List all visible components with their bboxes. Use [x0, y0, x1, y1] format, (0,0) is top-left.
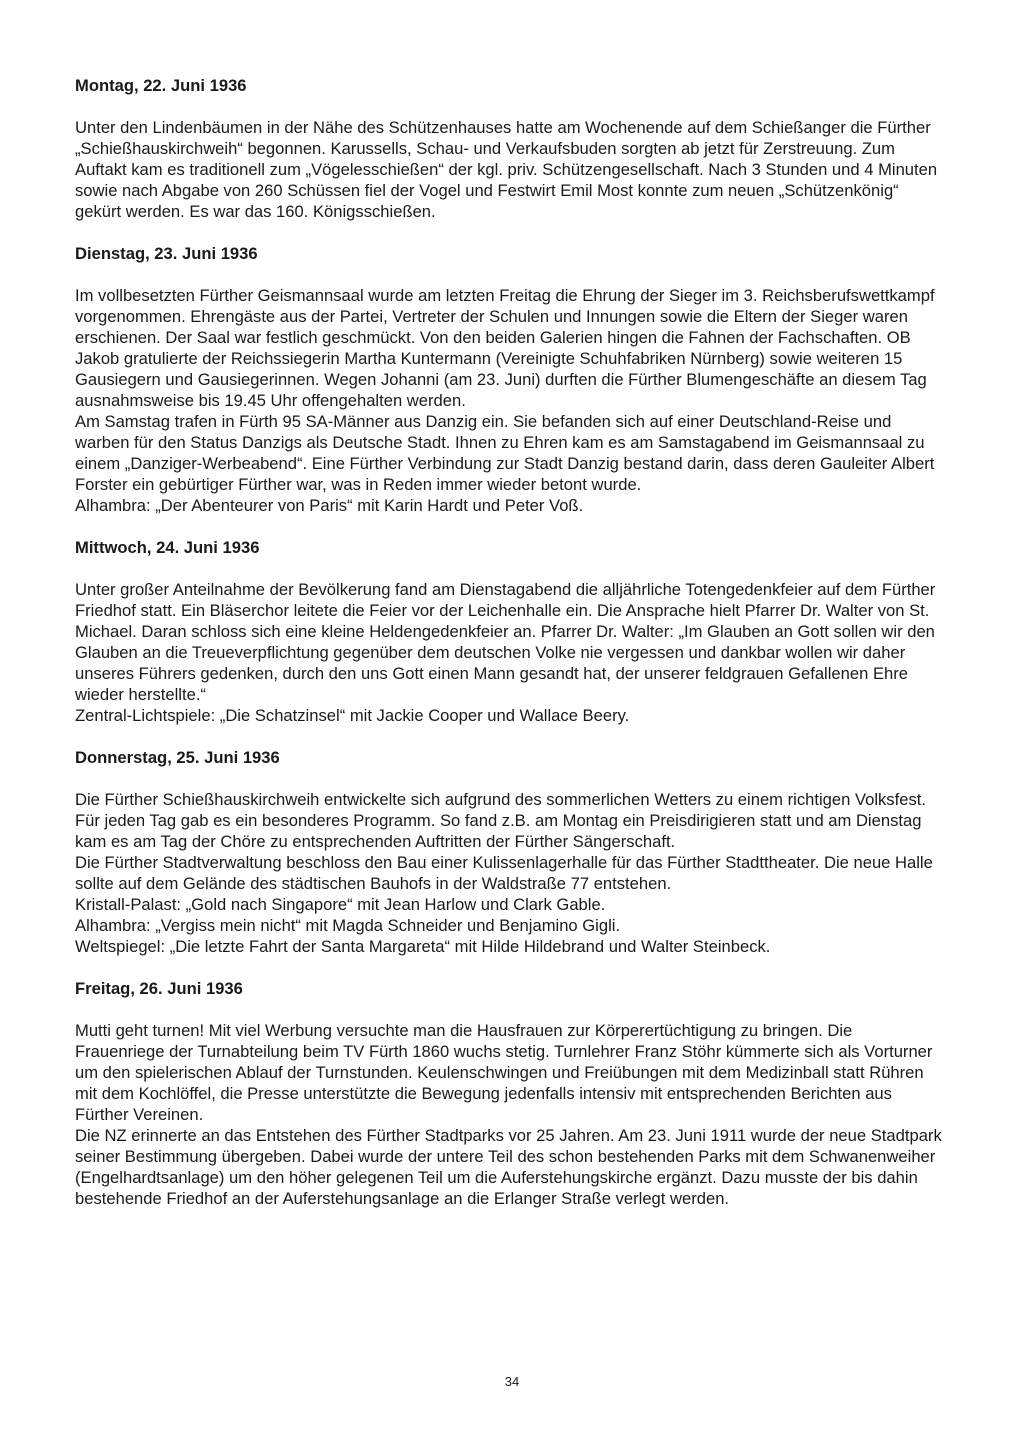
section-heading: Freitag, 26. Juni 1936	[75, 979, 243, 998]
section-freitag-26-juni-1936	[75, 978, 946, 1209]
paragraph: Zentral-Lichtspiele: „Die Schatzinsel“ mit Jackie Cooper und Wallace Beery.	[75, 706, 630, 725]
paragraph: Unter den Lindenbäumen in der Nähe des Schützenhauses hatte am Wochenende auf dem Schießanger die Fürther „Schießhauskirchweih“ begonnen. Karussells, Schau- und Verkaufsbuden sorgten ab jetzt für Zerstreuung. Zum Auftakt kam es traditionell zum „Vögelesschießen“ der kgl. priv. Schützengesellschaft. Nach 3 Stunden und 4 Minuten sowie nach Abgabe von 260 Schüssen fiel der Vogel und Festwirt Emil Most konnte zum neuen „Schützenkönig“ gekürt werden. Es war das 160. Königsschießen.	[75, 118, 938, 221]
paragraph: Alhambra: „Der Abenteurer von Paris“ mit Karin Hardt und Peter Voß.	[75, 496, 584, 515]
paragraph: Mutti geht turnen! Mit viel Werbung versuchte man die Hausfrauen zur Körperertüchtigung zu bringen. Die Frauenriege der Turnabteilung beim TV Fürth 1860 wuchs stetig. Turnlehrer Franz Stöhr kümmerte sich als Vorturner um den spielerischen Ablauf der Turnstunden. Keulenschwingen und Freiübungen mit dem Medizinball statt Rühren mit dem Kochlöffel, die Presse unterstützte die Bewegung jedenfalls intensiv mit entsprechenden Berichten aus Fürther Vereinen.	[75, 1021, 933, 1124]
paragraph: Weltspiegel: „Die letzte Fahrt der Santa Margareta“ mit Hilde Hildebrand und Walter Steinbeck.	[75, 937, 771, 956]
section-heading: Donnerstag, 25. Juni 1936	[75, 748, 280, 767]
section-heading: Montag, 22. Juni 1936	[75, 76, 247, 95]
paragraph: Die Fürther Schießhauskirchweih entwickelte sich aufgrund des sommerlichen Wetters zu einem richtigen Volksfest. Für jeden Tag gab es ein besonderes Programm. So fand z.B. am Montag ein Preisdirigieren statt und am Dienstag kam es am Tag der Chöre zu entsprechenden Auftritten der Fürther Sängerschaft.	[75, 790, 926, 851]
section-mittwoch-24-juni-1936	[75, 537, 946, 726]
section-dienstag-23-juni-1936	[75, 243, 946, 516]
section-heading: Dienstag, 23. Juni 1936	[75, 244, 258, 263]
paragraph: Die Fürther Stadtverwaltung beschloss den Bau einer Kulissenlagerhalle für das Fürther Stadttheater. Die neue Halle sollte auf dem Gelände des städtischen Bauhofs in der Waldstraße 77 entstehen.	[75, 853, 933, 893]
paragraph: Im vollbesetzten Fürther Geismannsaal wurde am letzten Freitag die Ehrung der Sieger im 3. Reichsberufswettkampf vorgenommen. Ehrengäste aus der Partei, Vertreter der Schulen und Innungen sowie die Eltern der Sieger waren erschienen. Der Saal war festlich geschmückt. Von den beiden Galerien hingen die Fahnen der Fachschaften. OB Jakob gratulierte der Reichssiegerin Martha Kuntermann (Vereinigte Schuhfabriken Nürnberg) sowie weiteren 15 Gausiegern und Gausiegerinnen. Wegen Johanni (am 23. Juni) durften die Fürther Blumengeschäfte an diesem Tag ausnahmsweise bis 19.45 Uhr offengehalten werden.	[75, 286, 935, 410]
section-heading: Mittwoch, 24. Juni 1936	[75, 538, 260, 557]
paragraph: Alhambra: „Vergiss mein nicht“ mit Magda Schneider und Benjamino Gigli.	[75, 916, 621, 935]
paragraph: Kristall-Palast: „Gold nach Singapore“ mit Jean Harlow und Clark Gable.	[75, 895, 606, 914]
section-donnerstag-25-juni-1936	[75, 747, 946, 957]
page-number: 34	[504, 1374, 520, 1389]
paragraph: Unter großer Anteilnahme der Bevölkerung fand am Dienstagabend die alljährliche Totengedenkfeier auf dem Fürther Friedhof statt. Ein Bläserchor leitete die Feier vor der Leichenhalle ein. Die Ansprache hielt Pfarrer Dr. Walter von St. Michael. Daran schloss sich eine kleine Heldengedenkfeier an. Pfarrer Dr. Walter: „Im Glauben an Gott sollen wir den Glauben an die Treueverpflichtung gegenüber dem deutschen Volke nie vergessen und dankbar wollen wir daher unseres Führers gedenken, durch den uns Gott einen Mann gesandt hat, der unserer feldgrauen Gefallenen Ehre wieder herstellte.“	[75, 580, 936, 704]
section-montag-22-juni-1936	[75, 75, 946, 222]
paragraph: Die NZ erinnerte an das Entstehen des Fürther Stadtparks vor 25 Jahren. Am 23. Juni 1911 wurde der neue Stadtpark seiner Bestimmung übergeben. Dabei wurde der untere Teil des schon bestehenden Parks mit dem Schwanenweiher (Engelhardtsanlage) um den höher gelegenen Teil um die Auferstehungskirche ergänzt. Dazu musste der bis dahin bestehende Friedhof an der Auferstehungsanlage an die Erlanger Straße verlegt werden.	[75, 1126, 942, 1208]
paragraph: Am Samstag trafen in Fürth 95 SA-Männer aus Danzig ein. Sie befanden sich auf einer Deutschland-Reise und warben für den Status Danzigs als Deutsche Stadt. Ihnen zu Ehren kam es am Samstagabend im Geismannsaal zu einem „Danziger-Werbeabend“. Eine Fürther Verbindung zur Stadt Danzig bestand darin, dass deren Gauleiter Albert Forster ein gebürtiger Fürther war, was in Reden immer wieder betont wurde.	[75, 412, 935, 494]
